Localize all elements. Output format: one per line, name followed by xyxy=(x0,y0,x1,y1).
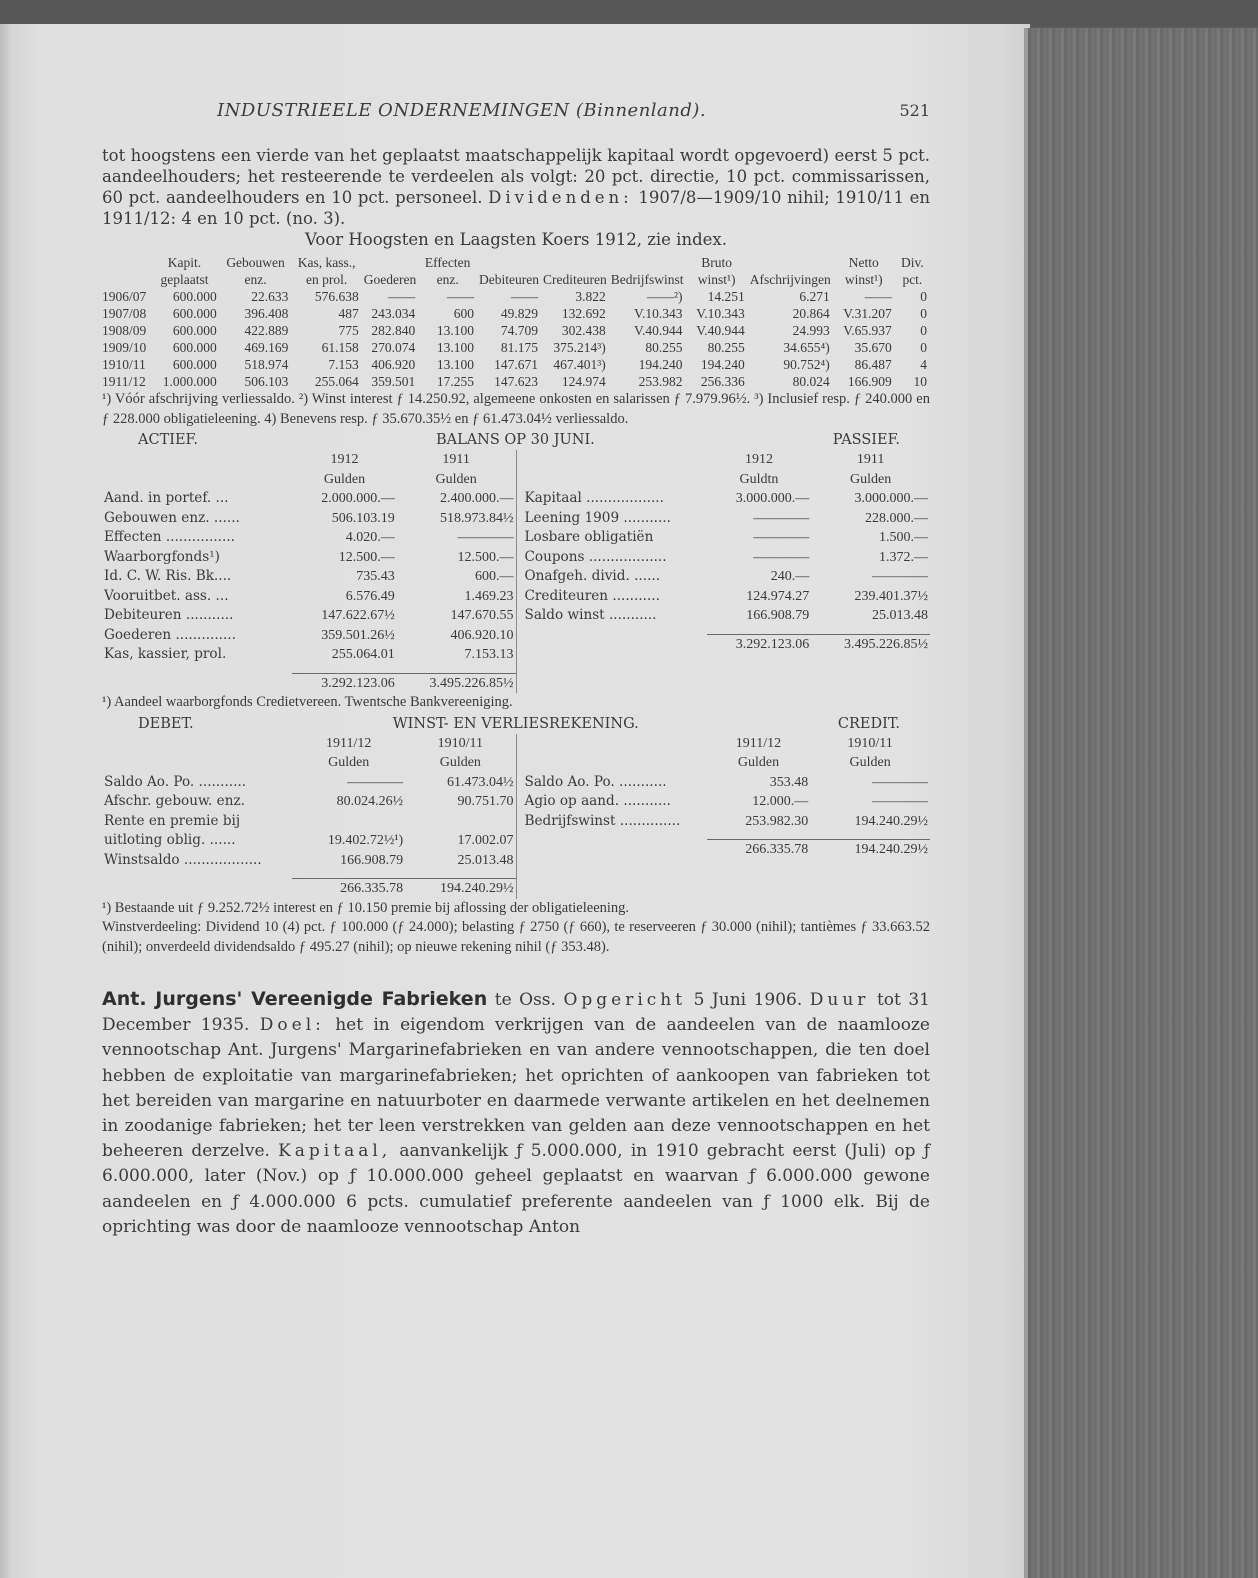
ledger-value xyxy=(405,812,515,832)
table-row xyxy=(102,356,930,373)
table-row xyxy=(102,339,930,356)
table-cell: 256.336 xyxy=(700,374,745,389)
ledger-label: uitloting oblig. ...... xyxy=(104,832,236,848)
ledger-value: 17.002.07 xyxy=(457,833,514,848)
ledger-value: 19.402.72½¹) xyxy=(327,833,404,848)
ledger-value: 228.000.— xyxy=(865,510,928,526)
year-header: 1911/12 xyxy=(735,735,782,751)
total-rule xyxy=(517,831,931,840)
year-header: 1911 xyxy=(856,452,885,467)
column-header: Bedrijfswinst xyxy=(610,272,684,287)
ledger-row xyxy=(517,567,931,587)
table-cell: 14.251 xyxy=(707,289,745,304)
ledger-value: 25.013.48 xyxy=(872,608,928,623)
spacer-cell xyxy=(102,870,292,879)
column-header: Goederen xyxy=(363,272,417,287)
balance-title: BALANS OP 30 JUNI. xyxy=(435,432,595,448)
ledger-label: Agio op aand. ........... xyxy=(524,793,671,809)
ledger-label: Losbare obligatiën xyxy=(524,529,654,545)
ledger-label: Gebouwen enz. ...... xyxy=(104,509,240,526)
ledger-row xyxy=(102,509,516,529)
duur-text: tot 31 December 1935. xyxy=(102,990,930,1036)
ledger-value: 506.103.19 xyxy=(331,510,395,526)
table-cell: 74.709 xyxy=(500,323,538,338)
column-header: Debiteuren xyxy=(479,272,539,287)
table-row xyxy=(102,305,930,322)
spacer-cell xyxy=(517,831,707,840)
table-cell: 3.822 xyxy=(575,289,606,304)
table-cell: 1910/11 xyxy=(102,357,146,372)
rule-cell xyxy=(810,831,930,840)
table-cell: 6.271 xyxy=(799,289,830,304)
table-cell: 600.000 xyxy=(172,357,217,372)
unit-header: Guldtn xyxy=(739,471,779,487)
ledger-value: 406.920.10 xyxy=(450,627,514,643)
ledger-total: 3.292.123.06 xyxy=(735,636,810,652)
intro-text: tot hoogstens een vierde van het geplaatst maatschappelijk kapitaal wordt opgevoerd) eerst 5 pct. aandeelhouders; het resteerende te verdeelen als volgt: 20 pct. directie, 10 pct. commissarissen, 60 pct. aandeelhouders en 10 pct. personeel. xyxy=(102,146,930,207)
table-cell: 576.638 xyxy=(314,289,359,304)
table-cell: 7.153 xyxy=(328,357,359,372)
ledger-value: 1.469.23 xyxy=(464,588,514,604)
table-cell: 255.064 xyxy=(314,374,359,389)
table-cell: 487 xyxy=(338,306,359,321)
ledger-value: 166.908.79 xyxy=(746,608,810,623)
column-header: Netto winst¹) xyxy=(844,255,883,287)
book-page-edges xyxy=(1024,28,1258,1578)
ledger-label: Effecten ................ xyxy=(104,529,235,545)
table-cell: 396.408 xyxy=(244,306,289,321)
table-cell: 375.214³) xyxy=(553,340,606,355)
rule-cell xyxy=(292,870,405,879)
pnl-title: WINST- EN VERLIESREKENING. xyxy=(392,715,639,732)
year-header: 1911/12 xyxy=(326,735,372,751)
ledger-total: 3.495.226.85½ xyxy=(429,675,514,691)
table-cell: 1906/07 xyxy=(102,289,147,304)
table-cell: V.40.944 xyxy=(633,323,683,338)
kapitaal-text: aanvankelijk ƒ 5.000.000, in 1910 gebracht eerst (Juli) op ƒ 6.000.000, later (Nov.) op ƒ 10.000.000 geheel geplaatst en waarvan ƒ 6.000.000 gewone aandeelen en ƒ 4.000.000 6 pcts. cumulatief preferente aandeelen van ƒ 1000 elk. Bij de oprichting was door de naamlooze vennootschap Anton xyxy=(102,1141,930,1237)
unit-header: Gulden xyxy=(850,471,892,487)
table-cell: 194.240 xyxy=(638,357,683,372)
spacer-cell xyxy=(517,840,707,860)
ledger-value: 4.020.— xyxy=(345,530,395,545)
column-header: Kapit. geplaatst xyxy=(160,255,209,287)
ledger-value: 147.622.67½ xyxy=(321,608,395,623)
table-cell: 0 xyxy=(920,289,927,304)
table-cell: 132.692 xyxy=(561,306,606,321)
ledger-row xyxy=(517,812,931,832)
table-cell: 13.100 xyxy=(436,323,475,338)
year-header: 1910/11 xyxy=(437,735,484,751)
doel-label: Doel: xyxy=(259,1015,325,1036)
company-name: Ant. Jurgens' Vereenigde Fabrieken xyxy=(102,988,488,1010)
page-number: 521 xyxy=(899,101,930,120)
ledger-value: 6.576.49 xyxy=(345,588,395,604)
spacer-cell xyxy=(517,753,707,773)
doel-text: het in eigendom verkrijgen van de aandeelen van de naamlooze vennootschap Ant. Jurgens' Margarinefabrieken en van andere vennootschappen, die ten doel hebben de exploitatie van margarinefabrieken; het oprichten of aankoopen van fabrieken tot het bereiden van margarine en natuurboter en daarmede verwante artikelen en het deelnemen in zoodanige fabrieken; het ter leen verstrekken van gelden aan deze vennootschappen en het beheeren derzelve. xyxy=(102,1015,930,1162)
ledger-row xyxy=(517,773,931,793)
ledger-label: Saldo winst ........... xyxy=(524,607,657,623)
running-head xyxy=(102,100,930,121)
dividend-text: 1907/8—1909/10 nihil; 1910/11 en 1911/12: 4 en 10 pct. (no. 3). xyxy=(102,188,930,228)
ledger-label: Id. C. W. Ris. Bk.... xyxy=(104,568,232,584)
ledger-row xyxy=(102,567,516,587)
ledger-label: Crediteuren ........... xyxy=(524,587,660,604)
ledger-row xyxy=(102,489,516,509)
ledger-row xyxy=(102,645,516,665)
table-cell: 600.000 xyxy=(172,306,217,321)
actief-heading: ACTIEF. xyxy=(138,432,198,448)
key-figures-table xyxy=(102,254,930,390)
table-cell: 1.000.000 xyxy=(162,374,217,389)
opgericht-label: Opgericht xyxy=(563,990,687,1010)
ledger-value: 12.500.— xyxy=(457,549,514,565)
table-cell: 406.920 xyxy=(371,357,416,372)
table-row xyxy=(102,373,930,390)
ledger-value: 239.401.37½ xyxy=(854,588,928,604)
table-cell: 243.034 xyxy=(371,306,416,321)
ledger-row xyxy=(102,851,516,871)
ledger-value: 1.372.— xyxy=(879,549,928,565)
ledger-row xyxy=(517,509,931,529)
credit-heading: CREDIT. xyxy=(837,715,900,732)
ledger-row xyxy=(517,587,931,607)
ledger-total: 194.240.29½ xyxy=(440,881,514,896)
table-cell: 282.840 xyxy=(371,323,416,338)
ledger-row xyxy=(517,792,931,812)
ledger-label: Kapitaal .................. xyxy=(524,490,664,506)
ledger-value xyxy=(292,812,405,832)
spacer-cell xyxy=(102,450,292,470)
table-cell: —— xyxy=(388,289,416,304)
ledger-total: 266.335.78 xyxy=(745,842,809,857)
table-cell: V.10.343 xyxy=(696,306,745,321)
dividend-label: Dividenden: xyxy=(488,188,633,207)
ledger-value: 124.974.27 xyxy=(746,588,810,604)
table-cell: 10 xyxy=(913,374,927,389)
unit-header-row xyxy=(102,470,516,490)
table-cell: 600 xyxy=(453,306,475,321)
actief-side xyxy=(102,450,517,693)
opgericht-text: 5 Juni 1906. xyxy=(686,990,810,1010)
table-cell: 147.671 xyxy=(494,357,538,372)
scan-top-band xyxy=(0,0,1258,26)
ledger-value: 2.400.000.— xyxy=(440,491,514,506)
unit-header: Gulden xyxy=(435,471,477,487)
ledger-label: Leening 1909 ........... xyxy=(524,509,671,526)
ledger-total: 266.335.78 xyxy=(340,881,404,896)
page-content xyxy=(102,100,930,1240)
table-cell: 80.255 xyxy=(707,340,745,355)
ledger-row xyxy=(102,587,516,607)
ledger-total: 3.292.123.06 xyxy=(321,675,395,691)
rule-cell xyxy=(707,626,812,635)
company-location: te Oss. xyxy=(487,990,564,1010)
table-cell: 81.175 xyxy=(500,340,538,355)
table-cell: 35.670 xyxy=(854,340,892,355)
table-cell: 13.100 xyxy=(436,340,475,355)
ledger-value: 7.153.13 xyxy=(464,647,514,662)
table-cell: 1911/12 xyxy=(102,374,146,389)
ledger-row xyxy=(102,606,516,626)
ledger-label: Debiteuren ........... xyxy=(104,607,234,623)
table-cell: 1908/09 xyxy=(102,323,147,338)
table-cell: 124.974 xyxy=(561,374,606,389)
table-cell: 49.829 xyxy=(500,306,538,321)
rule-cell xyxy=(397,665,516,674)
key-figures-footnotes: ¹) Vóór afschrijving verliessaldo. ²) Winst interest ƒ 14.250.92, algemeene onkosten en salarissen ƒ 7.979.96½. ³) Inclusief resp. ƒ 240.000 en ƒ 228.000 obligatieleening. 4) Benevens resp. ƒ 35.670.35½ en ƒ 61.473.04½ verliessaldo. xyxy=(102,391,930,427)
unit-header: Gulden xyxy=(328,755,370,770)
table-cell: 80.255 xyxy=(645,340,683,355)
ledger-value: 166.908.79 xyxy=(340,852,404,868)
debet-heading: DEBET. xyxy=(138,715,194,732)
column-header: Kas, kass., en prol. xyxy=(297,255,356,287)
unit-header-row xyxy=(517,470,931,490)
unit-header: Gulden xyxy=(323,471,366,487)
rule-cell xyxy=(292,665,397,674)
ledger-label: Waarborgfonds¹) xyxy=(104,548,220,565)
spacer-cell xyxy=(517,470,707,490)
ledger-total: 3.495.226.85½ xyxy=(844,636,928,652)
spacer-cell xyxy=(517,626,707,635)
table-cell: —— xyxy=(447,289,475,304)
ledger-value: ———— xyxy=(753,549,810,565)
year-header: 1912 xyxy=(744,452,773,467)
ledger-label: Aand. in portef. ... xyxy=(104,490,229,506)
table-cell: V.31.207 xyxy=(843,306,892,321)
table-cell: 600.000 xyxy=(172,289,217,304)
ledger-label: Rente en premie bij xyxy=(104,812,241,829)
ledger-value: 25.013.48 xyxy=(457,852,514,868)
ledger-row xyxy=(102,812,516,832)
ledger-value: ———— xyxy=(872,774,928,790)
table-cell: 1909/10 xyxy=(102,340,147,355)
ledger-value: 735.43 xyxy=(356,569,395,584)
table-cell: 147.623 xyxy=(494,374,538,389)
balance-headings xyxy=(102,431,930,450)
ledger-value: 80.024.26½ xyxy=(336,794,404,809)
ledger-value: 359.501.26½ xyxy=(321,627,395,643)
ledger-label: Vooruitbet. ass. ... xyxy=(104,587,229,604)
table-cell: —— xyxy=(511,289,538,304)
intro-paragraph xyxy=(102,145,930,229)
ledger-label: Kas, kassier, prol. xyxy=(104,646,227,662)
year-header-row xyxy=(517,734,931,754)
ledger-row xyxy=(517,606,931,626)
table-row xyxy=(102,322,930,339)
ledger-value: 518.973.84½ xyxy=(440,510,514,526)
table-cell: 302.438 xyxy=(561,323,606,338)
ledger-label: Onafgeh. divid. ...... xyxy=(524,568,661,584)
running-head-title: INDUSTRIEELE ONDERNEMINGEN (Binnenland). xyxy=(217,100,707,121)
spacer-cell xyxy=(517,734,707,754)
ledger-value: 3.000.000.— xyxy=(854,491,928,506)
table-cell: 0 xyxy=(920,306,927,321)
passief-heading: PASSIEF. xyxy=(832,432,900,448)
spacer-cell xyxy=(102,665,292,674)
ledger-value: ———— xyxy=(457,530,514,545)
credit-side xyxy=(517,734,931,899)
table-cell: 600.000 xyxy=(172,323,217,338)
spacer-cell xyxy=(102,753,292,773)
spacer-cell xyxy=(102,879,292,899)
unit-header: Gulden xyxy=(737,755,780,770)
spacer-cell xyxy=(517,450,707,470)
ledger-value: 600.— xyxy=(475,569,514,584)
spacer-cell xyxy=(102,470,292,490)
ledger-value: 90.751.70 xyxy=(457,794,514,809)
year-header-row xyxy=(102,450,516,470)
ledger-value: ———— xyxy=(753,510,810,526)
table-cell: —— xyxy=(864,289,892,304)
table-cell: 469.169 xyxy=(244,340,289,355)
table-cell: 80.024 xyxy=(792,374,830,389)
ledger-row xyxy=(517,528,931,548)
winstverdeeling: Winstverdeeling: Dividend 10 (4) pct. ƒ 100.000 (ƒ 24.000); belasting ƒ 2750 (ƒ 660), te reserveeren ƒ 30.000 (nihil); tantièmes ƒ 33.663.52 (nihil); onverdeeld dividendsaldo ƒ 495.27 (nihil); op nieuwe rekening nihil (ƒ 353.48). xyxy=(102,919,930,955)
ledger-value: 12.000.— xyxy=(752,794,809,809)
column-header: Bruto winst¹) xyxy=(697,255,736,287)
rule-cell xyxy=(811,626,930,635)
table-cell: 24.993 xyxy=(792,323,830,338)
table-cell: 20.864 xyxy=(792,306,830,321)
ledger-value: 3.000.000.— xyxy=(735,491,810,506)
column-header xyxy=(102,254,149,288)
table-cell: 22.633 xyxy=(251,289,289,304)
ledger-row xyxy=(102,548,516,568)
ledger-value: 61.473.04½ xyxy=(447,774,514,790)
column-header: Effecten enz. xyxy=(424,255,471,287)
year-header: 1910/11 xyxy=(847,735,893,751)
ledger-value: 147.670.55 xyxy=(450,608,514,623)
rule-cell xyxy=(405,870,515,879)
table-cell: 166.909 xyxy=(847,374,892,389)
table-cell: 86.487 xyxy=(854,357,892,372)
year-header-row xyxy=(102,734,516,754)
unit-header-row xyxy=(102,753,516,773)
unit-header: Gulden xyxy=(439,755,481,770)
duur-label: Duur xyxy=(809,990,870,1010)
ledger-row xyxy=(102,831,516,851)
ledger-value: 240.— xyxy=(770,569,810,584)
koers-note: Voor Hoogsten en Laagsten Koers 1912, zie index. xyxy=(305,230,727,249)
table-cell: 775 xyxy=(338,323,359,338)
ledger-row xyxy=(102,773,516,793)
ledger-total-row xyxy=(517,634,931,654)
table-cell: 13.100 xyxy=(436,357,475,372)
unit-header: Gulden xyxy=(849,755,891,770)
table-cell: 194.240 xyxy=(700,357,745,372)
table-cell: 4 xyxy=(920,357,927,372)
ledger-row xyxy=(102,792,516,812)
table-cell: 467.401³) xyxy=(553,357,606,372)
table-cell: 61.158 xyxy=(321,340,359,355)
column-header: Crediteuren xyxy=(543,272,607,287)
ledger-value: ———— xyxy=(347,774,404,790)
table-cell: V.10.343 xyxy=(633,306,683,321)
table-cell: 1907/08 xyxy=(102,306,147,321)
ledger-label: Bedrijfswinst .............. xyxy=(524,812,681,829)
debet-side xyxy=(102,734,517,899)
table-cell: 0 xyxy=(920,323,927,338)
balance-footnote: ¹) Aandeel waarborgfonds Credietvereen. Twentsche Bankvereeniging. xyxy=(102,694,513,710)
table-cell: ——²) xyxy=(646,289,683,304)
rule-cell xyxy=(707,831,811,840)
ledger-value: ———— xyxy=(872,569,928,584)
ledger-row xyxy=(102,528,516,548)
ledger-value: 2.000.000.— xyxy=(321,491,395,506)
column-header: Gebouwen enz. xyxy=(226,255,285,287)
table-cell: 34.655⁴) xyxy=(783,340,830,355)
total-rule xyxy=(102,665,516,674)
ledger-label: Coupons .................. xyxy=(524,548,667,565)
ledger-total-row xyxy=(517,840,931,860)
kapitaal-label: Kapitaal, xyxy=(278,1141,392,1162)
ledger-value: 194.240.29½ xyxy=(854,813,928,829)
table-cell: 17.255 xyxy=(436,374,475,389)
table-cell: 518.974 xyxy=(244,357,289,372)
table-cell: V.40.944 xyxy=(696,323,745,338)
ledger-value: ———— xyxy=(872,794,928,809)
ledger-value: 255.064.01 xyxy=(331,647,395,662)
balance-sheet xyxy=(102,450,930,693)
table-row xyxy=(102,288,930,305)
ledger-label: Saldo Ao. Po. ........... xyxy=(104,773,247,790)
ledger-label: Goederen .............. xyxy=(104,626,236,643)
pnl-account xyxy=(102,734,930,899)
table-cell: 600.000 xyxy=(172,340,217,355)
ledger-value: 12.500.— xyxy=(338,549,395,565)
ledger-row xyxy=(517,548,931,568)
table-cell: 0 xyxy=(920,340,927,355)
year-header: 1912 xyxy=(330,452,359,467)
table-cell: V.65.937 xyxy=(843,323,892,338)
table-cell: 422.889 xyxy=(244,323,289,338)
total-rule xyxy=(517,626,931,635)
ledger-total-row xyxy=(102,879,516,899)
ledger-value: ———— xyxy=(753,530,810,545)
table-cell: 270.074 xyxy=(371,340,416,355)
spacer-cell xyxy=(517,634,707,654)
table-cell: 90.752⁴) xyxy=(783,357,830,372)
spacer-cell xyxy=(102,734,292,754)
unit-header-row xyxy=(517,753,931,773)
column-header: Div. pct. xyxy=(901,255,924,287)
year-header-row xyxy=(517,450,931,470)
passief-side xyxy=(517,450,931,693)
table-cell: 359.501 xyxy=(371,374,416,389)
ledger-value: 1.500.— xyxy=(879,530,928,545)
table-cell: 506.103 xyxy=(244,374,289,389)
total-rule xyxy=(102,870,516,879)
ledger-total: 194.240.29½ xyxy=(854,842,928,857)
company-entry xyxy=(102,987,930,1240)
year-header: 1911 xyxy=(442,452,470,467)
ledger-label: Saldo Ao. Po. ........... xyxy=(524,773,667,790)
ledger-value: 253.982.30 xyxy=(745,813,809,829)
pnl-footnote: ¹) Bestaande uit ƒ 9.252.72½ interest en ƒ 10.150 premie bij aflossing der obligatieleening. xyxy=(102,899,630,916)
ledger-label: Afschr. gebouw. enz. xyxy=(104,793,245,809)
ledger-row xyxy=(102,626,516,646)
spacer-cell xyxy=(102,673,292,693)
pnl-headings xyxy=(102,715,930,734)
ledger-value: 353.48 xyxy=(769,774,809,790)
table-cell: 253.982 xyxy=(638,374,683,389)
ledger-label: Winstsaldo .................. xyxy=(104,851,262,868)
ledger-total-row xyxy=(102,673,516,693)
column-header: Afschrijvingen xyxy=(749,272,831,287)
ledger-row xyxy=(517,489,931,509)
